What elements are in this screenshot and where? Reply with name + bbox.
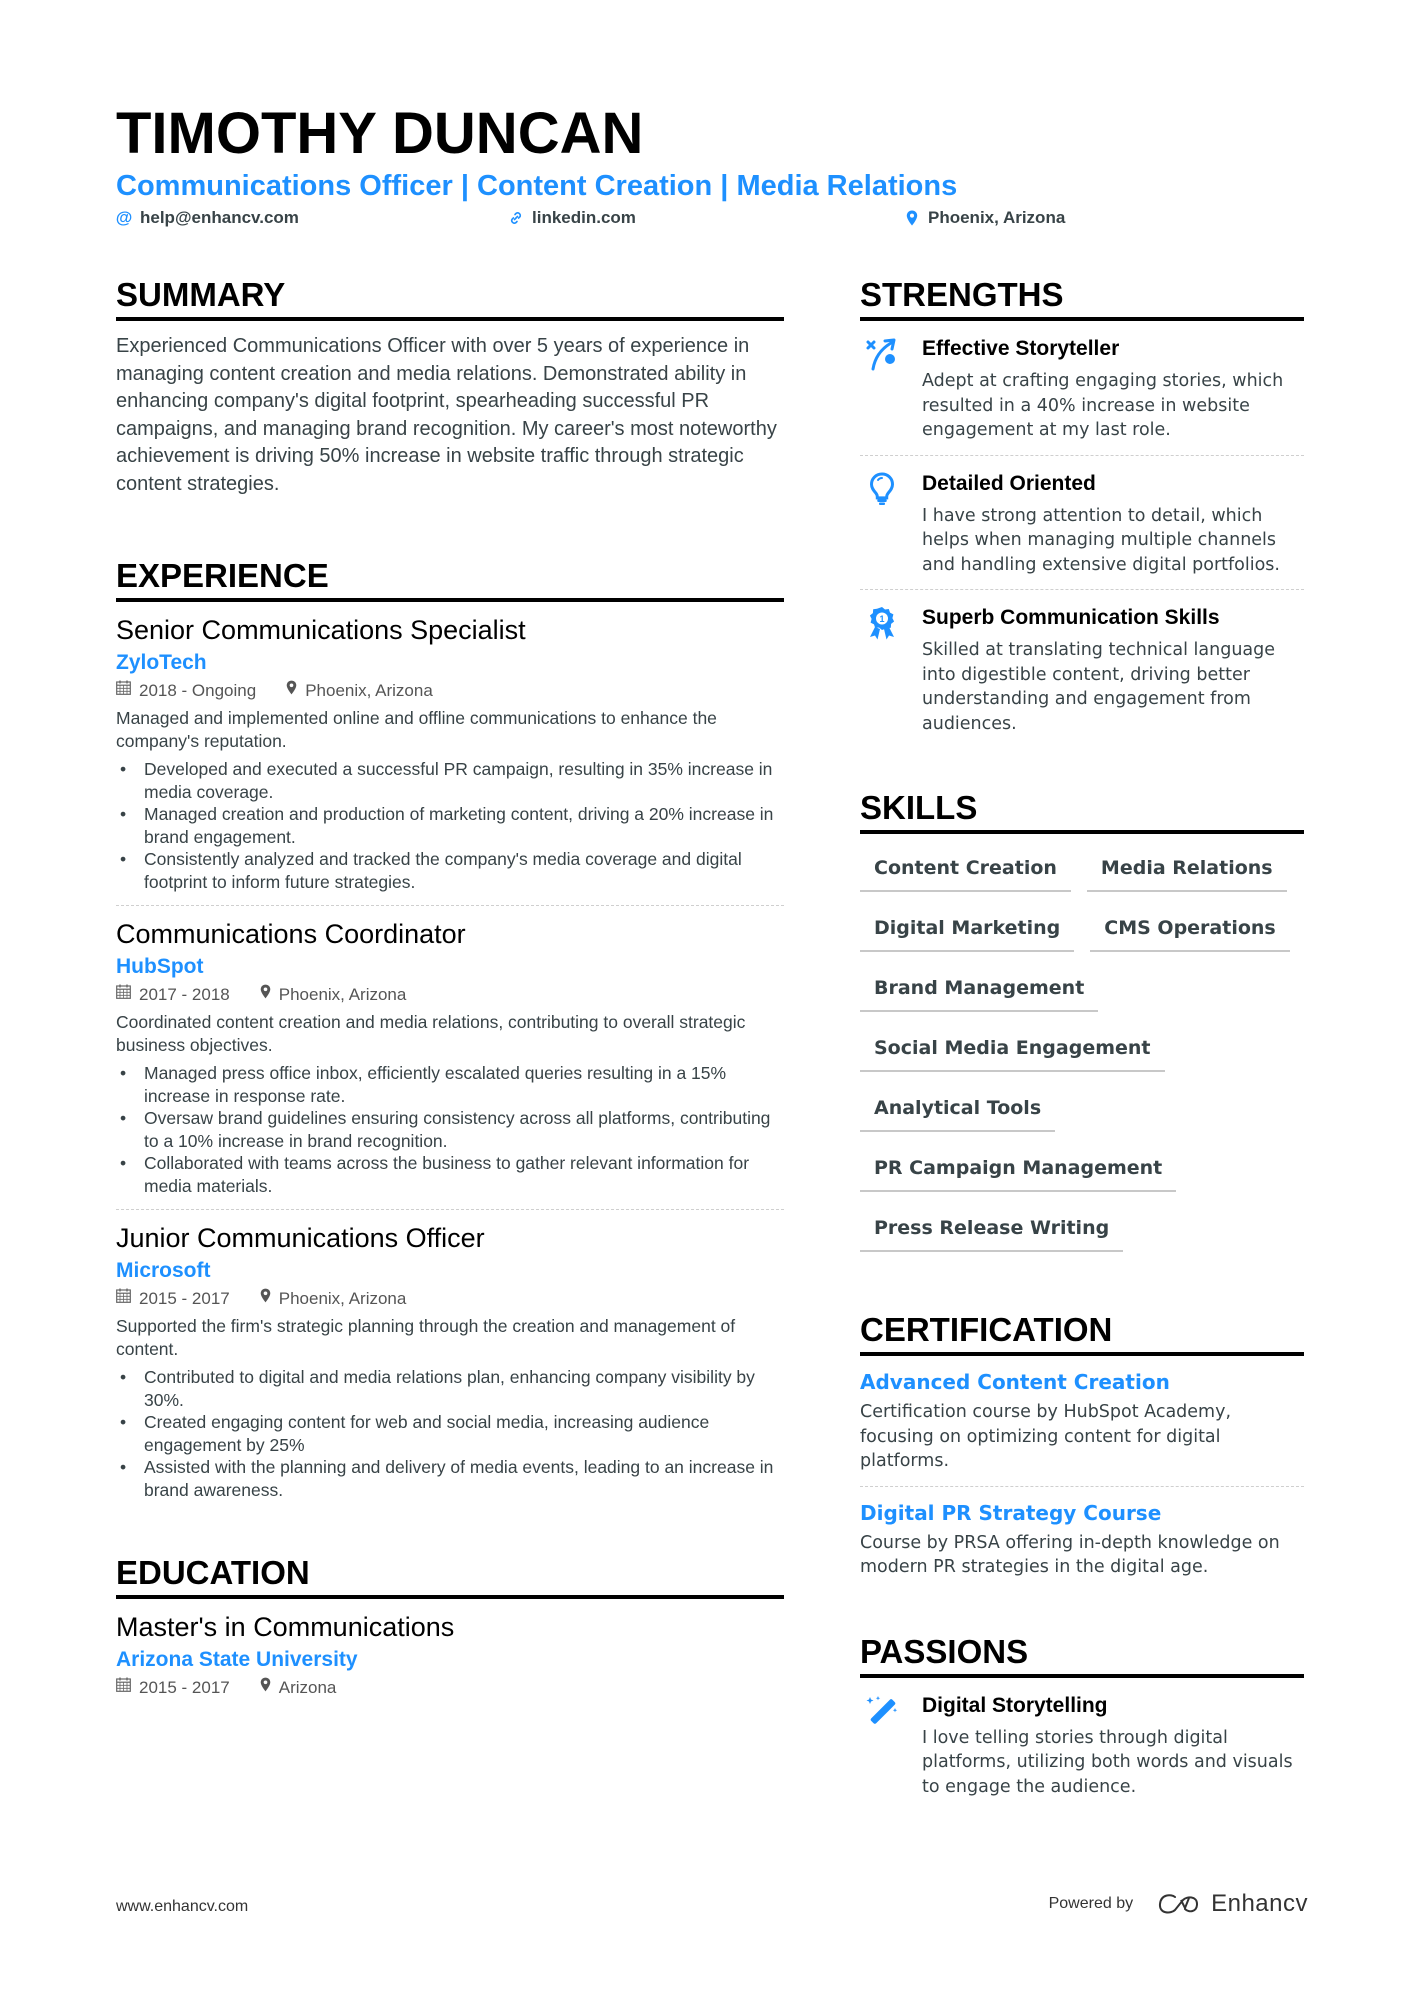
calendar-icon bbox=[116, 1286, 131, 1312]
passion-title: Digital Storytelling bbox=[922, 1693, 1108, 1717]
job-title: Communications Coordinator bbox=[116, 919, 466, 949]
bullet-item: • Developed and executed a successful PR campaign, resulting in 35% increase in media coverage. bbox=[116, 758, 784, 803]
skills-section bbox=[860, 788, 1304, 1270]
section-title-education: EDUCATION bbox=[116, 1553, 784, 1599]
calendar-icon bbox=[116, 678, 131, 704]
skill-tag: Analytical Tools bbox=[860, 1090, 1055, 1132]
job-description: Coordinated content creation and media relations, contributing to overall strategic business objectives. bbox=[116, 1012, 746, 1055]
email-text: help@enhancv.com bbox=[140, 208, 299, 227]
passion-item bbox=[860, 1678, 1304, 1812]
linkedin-text: linkedin.com bbox=[532, 208, 636, 227]
bullet-item: • Consistently analyzed and tracked the company's media coverage and digital footprint to inform future strategies. bbox=[116, 848, 784, 893]
contact-email[interactable] bbox=[116, 208, 299, 228]
location-pin-icon bbox=[904, 210, 920, 226]
bullet-item: • Collaborated with teams across the business to gather relevant information for media materials. bbox=[116, 1152, 784, 1197]
summary-text: Experienced Communications Officer with over 5 years of experience in managing content creation and media relations. Demonstrated ability in enhancing company's digital footprint, spearheading successful PR campaigns, and managing brand recognition. My career's most noteworthy achievement is driving 50% increase in website traffic through strategic content strategies. bbox=[116, 335, 777, 495]
skill-tag: CMS Operations bbox=[1090, 910, 1289, 952]
job-location: Phoenix, Arizona bbox=[278, 1289, 407, 1308]
svg-text:1: 1 bbox=[879, 614, 885, 624]
candidate-name: TIMOTHY DUNCAN bbox=[116, 101, 644, 166]
skill-tag: Press Release Writing bbox=[860, 1210, 1123, 1252]
job-location: Phoenix, Arizona bbox=[305, 681, 433, 700]
skill-tag: Content Creation bbox=[860, 850, 1071, 892]
school-name: Arizona State University bbox=[116, 1648, 358, 1671]
award-ribbon-icon bbox=[860, 604, 904, 736]
skill-tag: Digital Marketing bbox=[860, 910, 1074, 952]
education-location: Arizona bbox=[278, 1678, 337, 1697]
strength-title: Superb Communication Skills bbox=[922, 606, 1220, 629]
strength-item bbox=[860, 321, 1304, 456]
enhancv-logo-icon bbox=[1157, 1893, 1201, 1915]
location-pin-icon bbox=[260, 1675, 271, 1701]
summary-section bbox=[116, 275, 784, 498]
job-bullets bbox=[116, 1062, 784, 1197]
job-title: Junior Communications Officer bbox=[116, 1223, 485, 1253]
strength-item bbox=[860, 590, 1304, 748]
at-icon: @ bbox=[115, 208, 133, 227]
strength-title: Detailed Oriented bbox=[922, 471, 1096, 495]
experience-item bbox=[116, 602, 784, 906]
calendar-icon bbox=[116, 982, 131, 1008]
bullet-item: • Oversaw brand guidelines ensuring consistency across all platforms, contributing to a 10% increase in brand recognition. bbox=[116, 1107, 784, 1152]
strength-description: Adept at crafting engaging stories, which resulted in a 40% increase in website engagement at my last role. bbox=[922, 371, 1284, 440]
degree: Master's in Communications bbox=[116, 1612, 455, 1642]
skill-tag: PR Campaign Management bbox=[860, 1150, 1176, 1192]
job-description: Supported the firm's strategic planning through the creation and management of content. bbox=[116, 1316, 736, 1359]
magic-wand-icon bbox=[860, 1692, 904, 1800]
experience-item bbox=[116, 1210, 784, 1513]
bullet-item: • Created engaging content for web and social media, increasing audience engagement by 25% bbox=[116, 1411, 784, 1456]
contact-bar bbox=[116, 208, 1306, 232]
strength-description: I have strong attention to detail, which helps when managing multiple channels and handling extensive digital portfolios. bbox=[922, 505, 1280, 575]
certification-item bbox=[860, 1356, 1304, 1487]
job-dates: 2018 - Ongoing bbox=[139, 681, 257, 700]
right-column bbox=[860, 275, 1304, 1851]
job-bullets bbox=[116, 758, 784, 893]
skill-tag: Media Relations bbox=[1087, 850, 1287, 892]
location-text: Phoenix, Arizona bbox=[928, 208, 1066, 227]
section-title-certification: CERTIFICATION bbox=[860, 1310, 1304, 1356]
contact-location bbox=[904, 208, 1065, 228]
calendar-icon bbox=[116, 1675, 131, 1701]
bullet-item: • Managed creation and production of marketing content, driving a 20% increase in brand engagement. bbox=[116, 803, 784, 848]
link-icon bbox=[508, 210, 524, 226]
job-meta bbox=[116, 982, 784, 1008]
certification-item bbox=[860, 1487, 1304, 1592]
bullet-item: • Assisted with the planning and delivery of media events, leading to an increase in brand awareness. bbox=[116, 1456, 784, 1501]
job-title: Senior Communications Specialist bbox=[116, 615, 526, 645]
headline: Communications Officer | Content Creation | Media Relations bbox=[116, 170, 958, 202]
strength-description: Skilled at translating technical language into digestible content, driving better understanding and engagement from audiences. bbox=[922, 640, 1276, 734]
location-pin-icon bbox=[260, 1286, 271, 1312]
strengths-section bbox=[860, 275, 1304, 748]
job-location: Phoenix, Arizona bbox=[278, 985, 407, 1004]
powered-by-label: Powered by bbox=[1048, 1895, 1134, 1912]
job-dates: 2017 - 2018 bbox=[139, 985, 230, 1004]
company-name: HubSpot bbox=[116, 955, 204, 978]
education-meta bbox=[116, 1675, 784, 1701]
strategy-icon bbox=[860, 335, 904, 443]
section-title-skills: SKILLS bbox=[860, 788, 1304, 834]
job-meta bbox=[116, 678, 784, 704]
job-description: Managed and implemented online and offline communications to enhance the company's reputation. bbox=[116, 708, 717, 751]
passions-section bbox=[860, 1632, 1304, 1812]
contact-linkedin[interactable] bbox=[508, 208, 636, 228]
section-title-passions: PASSIONS bbox=[860, 1632, 1304, 1678]
experience-section bbox=[116, 556, 784, 1513]
certification-title: Digital PR Strategy Course bbox=[860, 1500, 1162, 1525]
company-name: ZyloTech bbox=[116, 651, 207, 674]
lightbulb-icon bbox=[860, 470, 904, 578]
job-dates: 2015 - 2017 bbox=[139, 1289, 230, 1308]
left-column bbox=[116, 275, 784, 1753]
passion-description: I love telling stories through digital platforms, utilizing both words and visuals to engage the audience. bbox=[922, 1727, 1293, 1797]
section-title-summary: SUMMARY bbox=[116, 275, 784, 321]
certification-description: Certification course by HubSpot Academy, focusing on optimizing content for digital platforms. bbox=[860, 1402, 1232, 1471]
certification-description: Course by PRSA offering in-depth knowledge on modern PR strategies in the digital age. bbox=[860, 1532, 1280, 1577]
company-name: Microsoft bbox=[116, 1259, 211, 1282]
footer-branding bbox=[1049, 1890, 1308, 1918]
skill-tag: Social Media Engagement bbox=[860, 1030, 1165, 1072]
brand-name: Enhancv bbox=[1211, 1890, 1308, 1917]
strength-item bbox=[860, 456, 1304, 591]
education-section bbox=[116, 1553, 784, 1713]
section-title-experience: EXPERIENCE bbox=[116, 556, 784, 602]
education-dates: 2015 - 2017 bbox=[139, 1678, 230, 1697]
section-title-strengths: STRENGTHS bbox=[860, 275, 1304, 321]
certification-section bbox=[860, 1310, 1304, 1592]
location-pin-icon bbox=[260, 982, 271, 1008]
bullet-item: • Managed press office inbox, efficiently escalated queries resulting in a 15% increase in response rate. bbox=[116, 1062, 784, 1107]
certification-title: Advanced Content Creation bbox=[860, 1370, 1170, 1394]
experience-item bbox=[116, 906, 784, 1210]
strength-title: Effective Storyteller bbox=[922, 337, 1120, 360]
education-item bbox=[116, 1599, 784, 1713]
job-bullets bbox=[116, 1366, 784, 1501]
skills-list bbox=[860, 850, 1304, 1270]
footer-website[interactable]: www.enhancv.com bbox=[116, 1898, 249, 1915]
bullet-item: • Contributed to digital and media relations plan, enhancing company visibility by 30%. bbox=[116, 1366, 784, 1411]
enhancv-logo[interactable] bbox=[1157, 1890, 1308, 1918]
job-meta bbox=[116, 1286, 784, 1312]
skill-tag: Brand Management bbox=[860, 970, 1098, 1012]
location-pin-icon bbox=[286, 678, 297, 704]
